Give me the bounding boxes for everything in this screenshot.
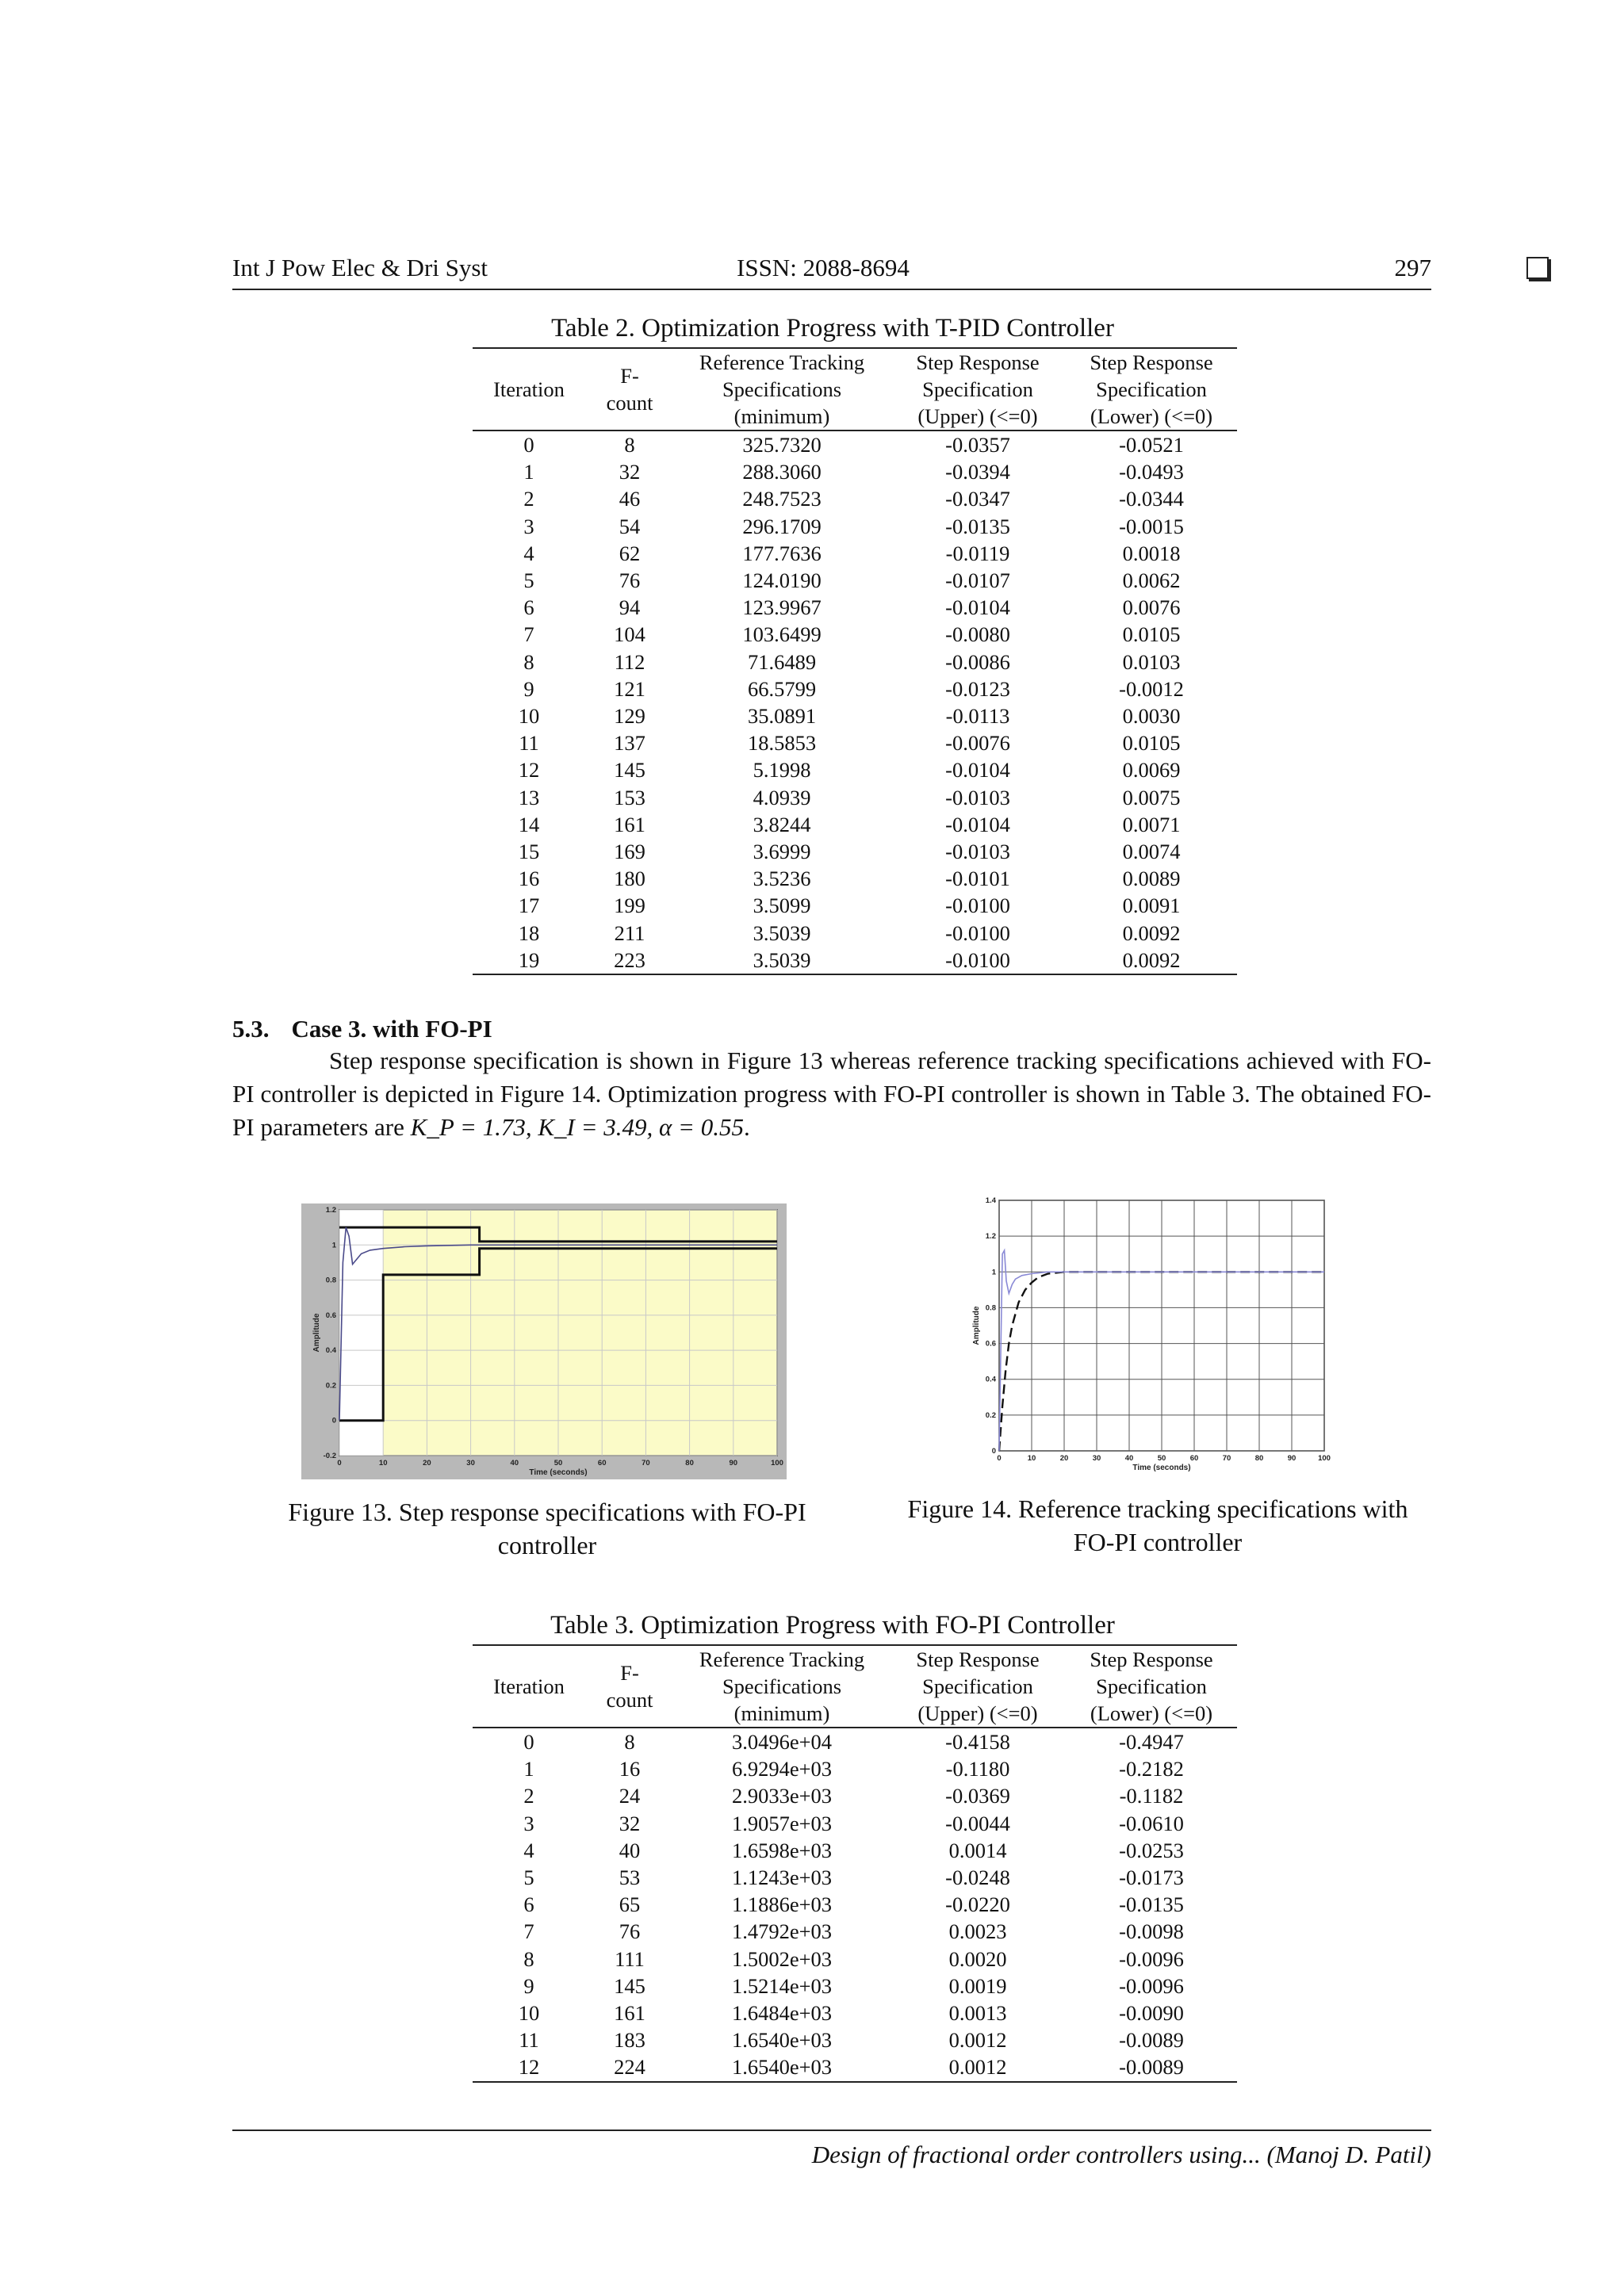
table2-cell: -0.0080 <box>945 622 1010 647</box>
table2-cell: 129 <box>614 704 645 729</box>
table2-row <box>473 540 1237 567</box>
table2-cell: 32 <box>619 460 641 484</box>
x-tick-label: 80 <box>1254 1454 1264 1463</box>
table2-cell: 177.7636 <box>742 541 822 565</box>
y-tick-label: 1.4 <box>985 1196 996 1205</box>
x-tick-label: 10 <box>1027 1454 1036 1463</box>
table2-cell: 5 <box>523 568 534 593</box>
table3-cell: 161 <box>614 2001 645 2026</box>
y-tick-label: 1.2 <box>985 1232 996 1242</box>
table2-cell: 18 <box>518 920 540 945</box>
y-tick-label: 0.8 <box>985 1303 996 1313</box>
table2-cell: 3.6999 <box>753 840 811 864</box>
table3-row <box>473 1999 1237 2026</box>
table3-cell: 0.0020 <box>948 1946 1007 1971</box>
table2-cell: 46 <box>619 487 641 511</box>
table2-cell: -0.0104 <box>945 812 1010 836</box>
table2-cell: 3.5039 <box>753 920 811 945</box>
table3-header-cell: F- count <box>585 1645 674 1728</box>
table2-cell: 11 <box>519 731 539 756</box>
table3-header-cell: Reference Tracking Specifications (minimum) <box>674 1645 890 1728</box>
table3-cell: -0.0089 <box>1119 2028 1184 2053</box>
table3-cell: 1.5214e+03 <box>731 1973 833 1998</box>
table3-cell: 6 <box>523 1892 534 1917</box>
table2-row <box>473 621 1237 648</box>
table2-cell: -0.0100 <box>945 920 1010 945</box>
table3-row <box>473 1891 1237 1918</box>
table2-cell: 3 <box>523 514 534 538</box>
table2-cell: 0.0105 <box>1122 622 1181 647</box>
table2-cell: 9 <box>523 676 534 701</box>
table3-cell: 3.0496e+04 <box>731 1730 833 1754</box>
table2-cell: -0.0344 <box>1119 487 1184 511</box>
table2-header-cell: Reference Tracking Specifications (minimum) <box>674 348 890 430</box>
table3-cell: -0.1180 <box>945 1757 1010 1781</box>
table3-cell: 10 <box>518 2001 540 2026</box>
table2-cell: 7 <box>523 622 534 647</box>
table3-cell: 1 <box>523 1757 534 1781</box>
x-tick-label: 80 <box>685 1459 694 1468</box>
table3-row <box>473 1946 1237 1973</box>
table2-cell: -0.0101 <box>945 867 1010 891</box>
table2-cell: 0.0018 <box>1122 541 1181 565</box>
table2-cell: 18.5853 <box>747 731 817 756</box>
table3-cell: 65 <box>619 1892 641 1917</box>
table2-cell: 66.5799 <box>747 676 817 701</box>
table3-cell: -0.0096 <box>1119 1973 1184 1998</box>
table3-cell: -0.1182 <box>1119 1784 1184 1808</box>
y-tick-label: 1 <box>331 1241 336 1250</box>
x-tick-label: 60 <box>597 1459 607 1468</box>
table3-cell: 0.0019 <box>948 1973 1007 1998</box>
table3-cell: 6.9294e+03 <box>731 1757 833 1781</box>
figure14-chart <box>961 1189 1339 1476</box>
table2-cell: 4 <box>523 541 534 565</box>
table3-cell: -0.0248 <box>945 1866 1010 1890</box>
table3-cell: 16 <box>619 1757 641 1781</box>
table2-cell: -0.0104 <box>945 758 1010 783</box>
table2-row <box>473 947 1237 974</box>
table3-cell: 1.5002e+03 <box>731 1946 833 1971</box>
table2-cell: -0.0135 <box>945 514 1010 538</box>
x-tick-label: 70 <box>1222 1454 1231 1463</box>
table3-cell: -0.0173 <box>1119 1866 1184 1890</box>
table2-cell: 2 <box>523 487 534 511</box>
table3-cell: 32 <box>619 1811 641 1835</box>
table2-cell: 0.0091 <box>1122 894 1181 918</box>
table2-row <box>473 675 1237 702</box>
table3-row <box>473 2053 1237 2081</box>
table2-cell: 123.9967 <box>742 595 822 620</box>
table2-row <box>473 513 1237 540</box>
table3-cell: 11 <box>519 2028 539 2053</box>
table3-cell: 1.6598e+03 <box>731 1838 833 1862</box>
y-axis-label: Amplitude <box>972 1306 981 1345</box>
table2-cell: -0.0104 <box>945 595 1010 620</box>
table2-cell: 0.0071 <box>1122 812 1181 836</box>
page-number: 297 <box>1394 254 1431 281</box>
table3-cell: -0.4947 <box>1119 1730 1184 1754</box>
y-tick-label: 0 <box>991 1447 996 1456</box>
table2-cell: 0.0069 <box>1122 758 1181 783</box>
table2-cell: 137 <box>614 731 645 756</box>
table3-header-row <box>473 1645 1237 1728</box>
x-tick-label: 0 <box>337 1459 342 1468</box>
table2-cell: 211 <box>614 920 645 945</box>
table3-cell: -0.2182 <box>1119 1757 1184 1781</box>
table2-cell: 104 <box>614 622 645 647</box>
table3-cell: 1.1886e+03 <box>731 1892 833 1917</box>
table2-cell: 124.0190 <box>742 568 822 593</box>
paragraph-end: . <box>743 1113 750 1141</box>
table2-cell: 0.0089 <box>1122 867 1181 891</box>
table3-cell: 0.0014 <box>948 1838 1007 1862</box>
table3-cell: 1.1243e+03 <box>731 1866 833 1890</box>
table2-row <box>473 702 1237 729</box>
table2-row <box>473 920 1237 947</box>
table2-cell: 5.1998 <box>753 758 811 783</box>
table2-cell: 3.5039 <box>674 947 890 974</box>
table2-cell: 14 <box>518 812 540 836</box>
table2-cell: 0.0074 <box>1122 840 1181 864</box>
table3-cell: 0.0023 <box>948 1919 1007 1944</box>
table3-cell: 1.6540e+03 <box>674 2053 890 2081</box>
table2-cell: 13 <box>518 785 540 809</box>
table2-cell: -0.0086 <box>945 649 1010 674</box>
x-tick-label: 50 <box>553 1459 563 1468</box>
table2-row <box>473 485 1237 512</box>
table2-cell: -0.0015 <box>1119 514 1184 538</box>
table2-cell: 15 <box>518 840 540 864</box>
x-tick-label: 70 <box>642 1459 650 1468</box>
table2-cell: -0.0347 <box>945 487 1010 511</box>
figure14-caption: Figure 14. Reference tracking specifications with FO-PI controller <box>907 1494 1408 1556</box>
table2-cell: -0.0012 <box>1119 676 1184 701</box>
table3-cell: 4 <box>523 1838 534 1862</box>
table3-cell: -0.0090 <box>1119 2001 1184 2026</box>
table2-cell: -0.0521 <box>1119 433 1184 457</box>
y-tick-label: 0.6 <box>325 1311 336 1320</box>
x-tick-label: 40 <box>1124 1454 1134 1463</box>
table3-row <box>473 1973 1237 1999</box>
table3-header-cell: Step Response Specification (Upper) (<=0) <box>890 1645 1066 1728</box>
table2-cell: 0.0075 <box>1122 785 1181 809</box>
y-tick-label: 0.4 <box>985 1375 996 1384</box>
table2-cell: -0.0100 <box>945 894 1010 918</box>
table3-cell: 7 <box>523 1919 534 1944</box>
plot-area-white <box>339 1210 383 1456</box>
figure13-caption: Figure 13. Step response specifications with FO-PI controller <box>288 1498 806 1559</box>
x-tick-label: 50 <box>1157 1454 1166 1463</box>
table2-cell: 35.0891 <box>747 704 817 729</box>
table2-header-cell: Step Response Specification (Lower) (<=0) <box>1066 348 1237 430</box>
table2-cell: 6 <box>523 595 534 620</box>
table2-cell: 4.0939 <box>753 785 811 809</box>
table2-cell: -0.0103 <box>945 785 1010 809</box>
table2-cell: 199 <box>614 894 645 918</box>
table3-cell: -0.0044 <box>945 1811 1010 1835</box>
table3 <box>473 1644 1237 2083</box>
table3-row <box>473 1837 1237 1864</box>
table3-row <box>473 1864 1237 1891</box>
table2-cell: 0.0076 <box>1122 595 1181 620</box>
table2-cell: 103.6499 <box>742 622 822 647</box>
table3-caption: Table 3. Optimization Progress with FO-PI Controller <box>550 1611 1115 1640</box>
table3-body <box>473 1728 1237 2082</box>
table2-cell: 19 <box>473 947 585 974</box>
table2-row <box>473 430 1237 458</box>
table3-cell: -0.0220 <box>945 1892 1010 1917</box>
table3-cell: 5 <box>523 1866 534 1890</box>
y-axis-label: Amplitude <box>312 1313 321 1353</box>
y-tick-label: 0.6 <box>985 1339 996 1349</box>
table3-cell: 1.6540e+03 <box>731 2028 833 2053</box>
table2-cell: -0.0493 <box>1119 460 1184 484</box>
table2-cell: 121 <box>614 676 645 701</box>
table3-cell: -0.4158 <box>945 1730 1010 1754</box>
table2-cell: 0.0030 <box>1122 704 1181 729</box>
table2-body <box>473 430 1237 974</box>
table2-cell: 17 <box>518 894 540 918</box>
y-tick-label: 0.8 <box>325 1276 336 1285</box>
table2-cell: 8 <box>523 649 534 674</box>
table2-header-row <box>473 348 1237 430</box>
table2-cell: 0.0062 <box>1122 568 1181 593</box>
table3-cell: 0.0012 <box>948 2028 1007 2053</box>
x-tick-label: 0 <box>997 1454 1002 1463</box>
table2-cell: 12 <box>518 758 540 783</box>
table2-cell: 62 <box>619 541 641 565</box>
table2-header-cell: Iteration <box>473 348 585 430</box>
table2-cell: -0.0394 <box>945 460 1010 484</box>
table2-cell: 153 <box>614 785 645 809</box>
table3-cell: 76 <box>619 1919 641 1944</box>
table2-cell: 180 <box>614 867 645 891</box>
table3-cell: 24 <box>619 1784 641 1808</box>
table2-cell: 94 <box>619 595 641 620</box>
y-tick-label: -0.2 <box>323 1452 336 1460</box>
box-icon <box>1526 257 1549 279</box>
y-tick-label: 0.2 <box>985 1410 996 1420</box>
table2-row <box>473 811 1237 838</box>
table3-cell: 12 <box>473 2053 585 2081</box>
table2-header-cell: F- count <box>585 348 674 430</box>
table3-cell: -0.0253 <box>1119 1838 1184 1862</box>
table2-cell: 169 <box>614 840 645 864</box>
table2-row <box>473 458 1237 485</box>
figure13-chart <box>301 1203 787 1479</box>
table3-header-cell: Iteration <box>473 1645 585 1728</box>
table2-header-cell: Step Response Specification (Upper) (<=0) <box>890 348 1066 430</box>
table3-cell: 111 <box>615 1946 645 1971</box>
x-tick-label: 30 <box>1092 1454 1101 1463</box>
figure13 <box>301 1203 787 1483</box>
table3-row <box>473 1810 1237 1837</box>
table3-cell: 8 <box>523 1946 534 1971</box>
page-header <box>232 251 1431 290</box>
table2-row <box>473 594 1237 621</box>
table2-cell: 0.0103 <box>1122 649 1181 674</box>
table2-row <box>473 892 1237 919</box>
table2-cell: 288.3060 <box>742 460 822 484</box>
figure14 <box>961 1189 1339 1480</box>
table3-row <box>473 1782 1237 1809</box>
table3-header-cell: Step Response Specification (Lower) (<=0) <box>1066 1645 1237 1728</box>
table2-row <box>473 567 1237 594</box>
x-tick-label: 60 <box>1189 1454 1199 1463</box>
table3-cell: 145 <box>614 1973 645 1998</box>
table3-cell: -0.0610 <box>1119 1811 1184 1835</box>
table2-cell: 16 <box>518 867 540 891</box>
table2-row <box>473 756 1237 783</box>
x-tick-label: 20 <box>1059 1454 1069 1463</box>
table3-cell: -0.0089 <box>1066 2053 1237 2081</box>
table3-cell: 9 <box>523 1973 534 1998</box>
table2-cell: 3.8244 <box>753 812 811 836</box>
table2-cell: -0.0100 <box>890 947 1066 974</box>
table3-cell: -0.0098 <box>1119 1919 1184 1944</box>
table2-row <box>473 838 1237 865</box>
table3-cell: 1.4792e+03 <box>731 1919 833 1944</box>
x-tick-label: 40 <box>510 1459 519 1468</box>
section-paragraph <box>232 1044 1431 1144</box>
table3-cell: 2.9033e+03 <box>731 1784 833 1808</box>
y-tick-label: 0.2 <box>325 1381 336 1391</box>
table3-cell: 224 <box>585 2053 674 2081</box>
table3-cell: 2 <box>523 1784 534 1808</box>
y-tick-label: 0.4 <box>325 1346 336 1356</box>
table2-cell: 0 <box>523 433 534 457</box>
table2-cell: 3.5099 <box>753 894 811 918</box>
table3-cell: 3 <box>523 1811 534 1835</box>
section-number: 5.3. <box>232 1015 270 1043</box>
table2-cell: 54 <box>619 514 641 538</box>
x-tick-label: 30 <box>466 1459 475 1468</box>
table2-cell: 8 <box>624 433 635 457</box>
table2 <box>473 347 1237 975</box>
table2-cell: 10 <box>518 704 540 729</box>
table2-cell: 296.1709 <box>742 514 822 538</box>
table3-row <box>473 1918 1237 1945</box>
footer-rule <box>232 2130 1431 2131</box>
table2-cell: 1 <box>523 460 534 484</box>
x-tick-label: 90 <box>1287 1454 1297 1463</box>
table2-cell: 0.0092 <box>1122 920 1181 945</box>
table2-row <box>473 784 1237 811</box>
table2-cell: 0.0092 <box>1066 947 1237 974</box>
table3-cell: -0.0369 <box>945 1784 1010 1808</box>
table3-row <box>473 1755 1237 1782</box>
y-tick-label: 0 <box>331 1416 336 1425</box>
table3-cell: 0.0013 <box>948 2001 1007 2026</box>
y-tick-label: 1.2 <box>325 1206 336 1215</box>
table2-cell: -0.0123 <box>945 676 1010 701</box>
journal-name: Int J Pow Elec & Dri Syst <box>232 254 488 281</box>
x-axis-label: Time (seconds) <box>529 1468 588 1477</box>
table3-cell: 1.9057e+03 <box>731 1811 833 1835</box>
y-tick-label: 1 <box>991 1268 996 1277</box>
table2-cell: 145 <box>614 758 645 783</box>
x-tick-label: 10 <box>378 1459 388 1468</box>
table2-row <box>473 649 1237 675</box>
table3-cell: 183 <box>614 2028 645 2053</box>
table3-cell: 1.6484e+03 <box>731 2001 833 2026</box>
table2-cell: 248.7523 <box>742 487 822 511</box>
table2-cell: 3.5236 <box>753 867 811 891</box>
table2-cell: 325.7320 <box>742 433 822 457</box>
table2-cell: -0.0107 <box>945 568 1010 593</box>
x-tick-label: 90 <box>729 1459 738 1468</box>
table3-cell: 0.0012 <box>890 2053 1066 2081</box>
x-axis-label: Time (seconds) <box>1132 1464 1191 1472</box>
table2-cell: 112 <box>614 649 645 674</box>
table2-row <box>473 729 1237 756</box>
issn: ISSN: 2088-8694 <box>737 254 910 281</box>
table2-cell: -0.0076 <box>945 731 1010 756</box>
table2-cell: -0.0357 <box>945 433 1010 457</box>
section-title: Case 3. with FO-PI <box>291 1015 492 1043</box>
table2-cell: -0.0119 <box>945 541 1010 565</box>
table3-cell: 40 <box>619 1838 641 1862</box>
table2-cell: 161 <box>614 812 645 836</box>
table2-caption: Table 2. Optimization Progress with T-PID Controller <box>551 314 1114 342</box>
paragraph-math: K_P = 1.73, K_I = 3.49, α = 0.55 <box>410 1113 744 1141</box>
table3-cell: 53 <box>619 1866 641 1890</box>
x-tick-label: 100 <box>771 1459 783 1468</box>
page-footer: Design of fractional order controllers using... (Manoj D. Patil) <box>811 2141 1431 2168</box>
table2-cell: 76 <box>619 568 641 593</box>
paragraph-text: Step response specification is shown in Figure 13 whereas reference tracking specifications achieved with FO-PI controller is depicted in Figure 14. Optimization progress with FO-PI controller is shown in Table 3. The obtained FO-PI parameters are <box>232 1047 1431 1141</box>
table3-cell: -0.0096 <box>1119 1946 1184 1971</box>
table2-cell: -0.0113 <box>945 704 1010 729</box>
table2-cell: -0.0103 <box>945 840 1010 864</box>
section-heading <box>232 1015 492 1043</box>
table3-row <box>473 2026 1237 2053</box>
table2-row <box>473 865 1237 892</box>
table3-row <box>473 1728 1237 1755</box>
table3-cell: -0.0135 <box>1119 1892 1184 1917</box>
x-tick-label: 100 <box>1318 1454 1331 1463</box>
table2-cell: 0.0105 <box>1122 731 1181 756</box>
table2-cell: 71.6489 <box>747 649 817 674</box>
table3-cell: 0 <box>523 1730 534 1754</box>
table2-cell: 223 <box>585 947 674 974</box>
x-tick-label: 20 <box>423 1459 431 1468</box>
table3-cell: 8 <box>624 1730 635 1754</box>
